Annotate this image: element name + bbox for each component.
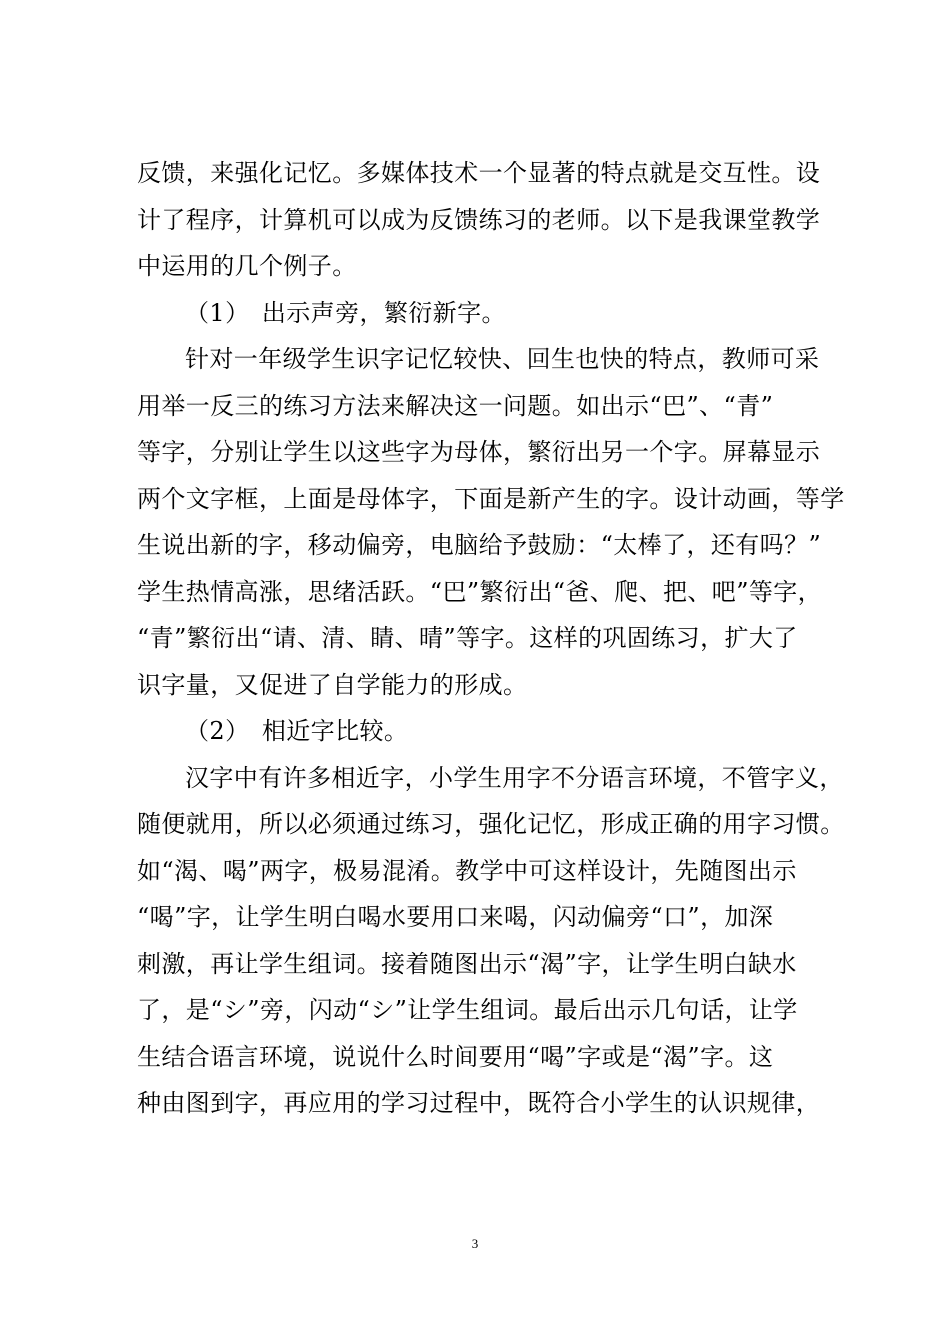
text-line: 了，是“シ”旁，闪动“シ”让学生组词。最后出示几句话，让学 bbox=[137, 996, 798, 1024]
text-line: 用举一反三的练习方法来解决这一问题。如出示“巴”、“青” bbox=[137, 391, 774, 420]
text-line: 针对一年级学生识字记忆较快、回生也快的特点，教师可采 bbox=[185, 345, 820, 373]
text-line: 随便就用，所以必须通过练习，强化记忆，形成正确的用字习惯。 bbox=[137, 810, 845, 838]
text-line: 中运用的几个例子。 bbox=[137, 252, 357, 280]
text-line: 刺激，再让学生组词。接着随图出示“渴”字，让学生明白缺水 bbox=[137, 949, 797, 978]
body-text bbox=[137, 150, 843, 1127]
text-line: 等字，分别让学生以这些字为母体，繁衍出另一个字。屏幕显示 bbox=[137, 438, 821, 466]
text-line: “喝”字，让学生明白喝水要用口来喝，闪动偏旁“口”，加深 bbox=[137, 903, 774, 931]
page-number: 3 bbox=[471, 1236, 479, 1251]
text-line: 两个文字框，上面是母体字，下面是新产生的字。设计动画，等学 bbox=[137, 484, 845, 513]
text-line: 反馈，来强化记忆。多媒体技术一个显著的特点就是交互性。设 bbox=[137, 159, 821, 187]
text-line: 汉字中有许多相近字，小学生用字不分语言环境，不管字义， bbox=[185, 763, 844, 792]
text-line: 学生热情高涨，思绪活跃。“巴”繁衍出“爸、爬、把、吧”等字， bbox=[137, 577, 823, 606]
text-line: 种由图到字，再应用的学习过程中，既符合小学生的认识规律， bbox=[137, 1089, 821, 1117]
text-line: 识字量，又促进了自学能力的形成。 bbox=[137, 670, 528, 699]
text-line: “青”繁衍出“请、清、睛、晴”等字。这样的巩固练习，扩大了 bbox=[137, 624, 798, 652]
text-line: （1） 出示声旁，繁衍新字。 bbox=[185, 298, 506, 327]
text-line: 计了程序，计算机可以成为反馈练习的老师。以下是我课堂教学 bbox=[137, 205, 821, 234]
text-line: 如“渴、喝”两字，极易混淆。教学中可这样设计，先随图出示 bbox=[137, 856, 797, 885]
text-line: 生结合语言环境，说说什么时间要用“喝”字或是“渴”字。这 bbox=[137, 1042, 774, 1071]
text-line: 生说出新的字，移动偏旁，电脑给予鼓励：“太棒了，还有吗？” bbox=[137, 531, 822, 559]
text-line: （2） 相近字比较。 bbox=[185, 717, 409, 745]
